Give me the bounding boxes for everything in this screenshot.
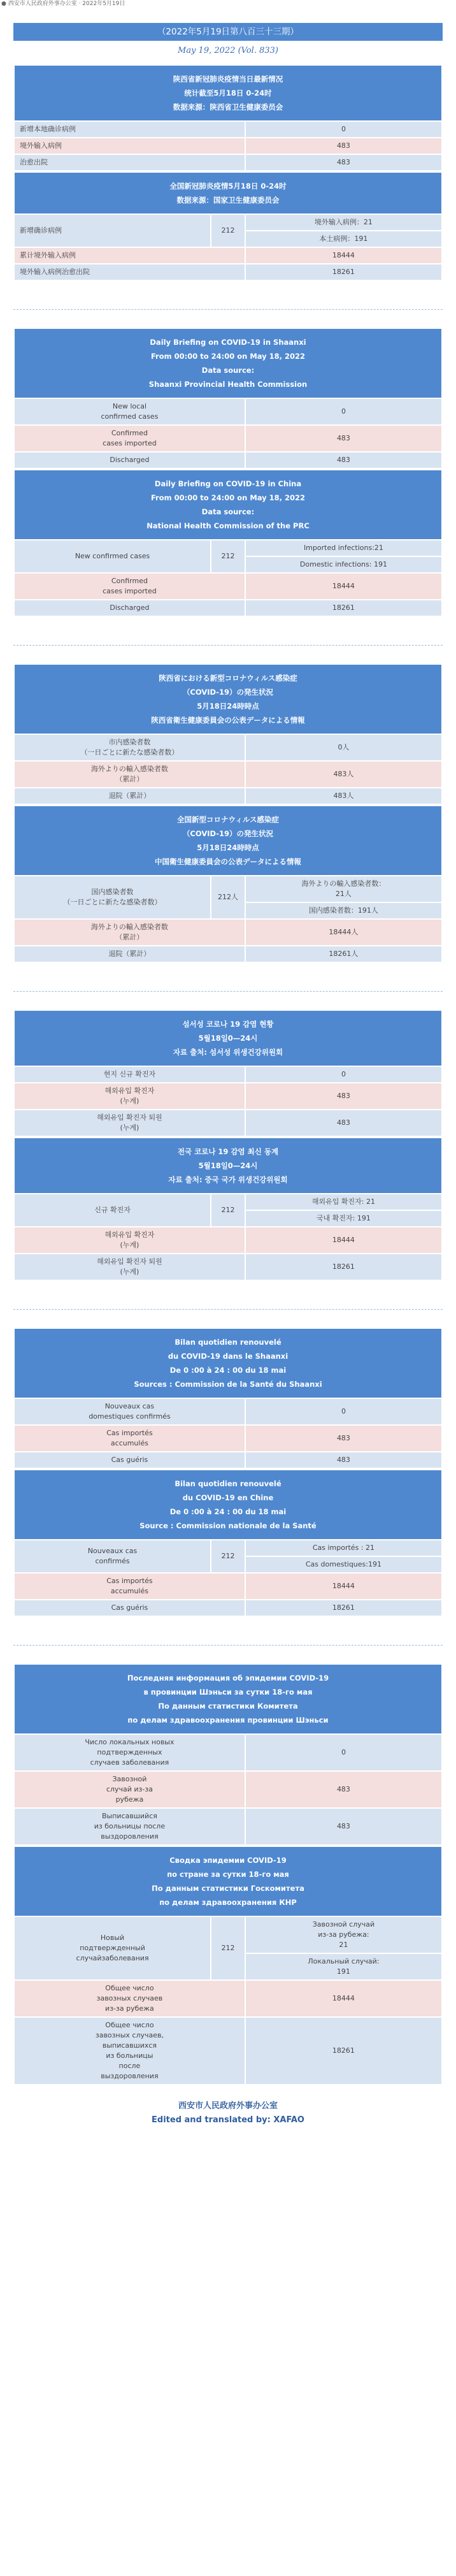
table-row xyxy=(14,1425,442,1452)
header-line: Source : Commission nationale de la Santé xyxy=(139,1521,317,1530)
row-value: 18444 xyxy=(332,251,355,259)
imported-label: 境外输入病例：21 xyxy=(314,218,373,226)
header-line: Последняя информация об эпидемии COVID-19 xyxy=(127,1674,329,1682)
china-header xyxy=(14,806,442,876)
row-label: Nouveaux cas confirmés xyxy=(87,1547,138,1565)
imported-label: Завозной случай из-за рубежа: 21 xyxy=(312,1920,375,1949)
domestic-label: Cas domestiques:191 xyxy=(305,1560,381,1568)
row-value: 18444 xyxy=(332,1582,355,1590)
table-row xyxy=(14,1573,442,1600)
row-label: 累计境外输入病例 xyxy=(20,251,76,259)
header-line: 陕西省新冠肺炎疫情当日最新情况 xyxy=(173,75,283,83)
row-label: Завозной случай из-за рубежа xyxy=(106,1775,153,1804)
row-value: 18261 xyxy=(332,1603,355,1612)
row-label: Discharged xyxy=(110,604,150,612)
domestic-label: 국내 확진자: 191 xyxy=(317,1214,371,1222)
table-row xyxy=(14,247,442,264)
row-value: 18444 xyxy=(332,582,355,590)
header-line: Daily Briefing on COVID-19 in China xyxy=(154,479,302,488)
header-line: 전국 코로나 19 감염 최신 동계 xyxy=(177,1147,279,1156)
table-row xyxy=(14,425,442,452)
section-divider xyxy=(13,617,443,646)
section-divider xyxy=(13,281,443,310)
header-line: по стране за сутки 18-го мая xyxy=(167,1870,289,1879)
china-table-fr xyxy=(13,1469,443,1617)
table-row xyxy=(14,1734,442,1771)
header-line: 全国新型コロナウィルス感染症 xyxy=(177,815,279,824)
row-label: Общее число завозных случаев из-за рубежа xyxy=(96,1984,163,2013)
header-line: Shaanxi Provincial Health Commission xyxy=(148,380,308,389)
table-row xyxy=(14,734,442,761)
table-row xyxy=(14,1194,442,1210)
header-line: 陝西省における新型コロナウィルス感染症 xyxy=(159,674,297,683)
china-header xyxy=(14,172,442,214)
shaanxi-header xyxy=(14,1328,442,1398)
row-label: 治愈出院 xyxy=(20,158,48,166)
row-label: 해외유입 확진자 (누계) xyxy=(104,1087,155,1105)
row-value: 0人 xyxy=(338,743,350,751)
row-value: 0 xyxy=(341,125,346,133)
table-row xyxy=(14,600,442,616)
domestic-label: Локальный случай: 191 xyxy=(308,1957,380,1976)
row-value: 0 xyxy=(341,1407,346,1415)
issue-title: （2022年5月19日第八百三十三期） xyxy=(13,23,443,41)
shaanxi-header xyxy=(14,65,442,121)
header-line: 陝西省衛生健康委員会の公表データによる情報 xyxy=(151,716,305,725)
footer-org: 西安市人民政府外事办公室 xyxy=(178,2101,278,2111)
header-line: Bilan quotidien renouvelé xyxy=(175,1479,281,1488)
header-line: в провинции Шэньси за сутки 18-го мая xyxy=(143,1688,313,1697)
table-row xyxy=(14,919,442,946)
row-value: 212 xyxy=(221,1206,235,1214)
shaanxi-header xyxy=(14,664,442,734)
header-line: 全国新冠肺炎疫情5月18日 0-24时 xyxy=(169,182,287,191)
row-value: 483 xyxy=(336,456,350,464)
table-row xyxy=(14,1066,442,1083)
table-row xyxy=(14,1808,442,1845)
domestic-label: 国内感染者数：191人 xyxy=(308,906,378,915)
header-line: Data source: xyxy=(201,507,255,516)
section-divider xyxy=(13,1281,443,1310)
table-row xyxy=(14,1540,442,1556)
row-label: New local confirmed cases xyxy=(101,402,159,421)
china-header xyxy=(14,470,442,540)
domestic-label: Domestic infections: 191 xyxy=(299,560,387,568)
table-row xyxy=(14,1980,442,2017)
row-label: 境外输入病例 xyxy=(20,141,62,150)
row-value: 212 xyxy=(221,552,235,560)
row-value: 212 xyxy=(221,226,235,235)
shaanxi-header xyxy=(14,1010,442,1066)
row-value: 18261 xyxy=(332,604,355,612)
section-en xyxy=(13,328,443,646)
header-line: 자료 출처: 섬서성 위생건강위원회 xyxy=(173,1048,283,1057)
table-row xyxy=(14,452,442,468)
row-label: 退院（累計） xyxy=(108,950,151,958)
row-value: 0 xyxy=(341,407,346,416)
imported-label: Cas importés : 21 xyxy=(312,1544,375,1552)
table-row xyxy=(14,876,442,902)
table-row xyxy=(14,138,442,154)
row-label: Nouveaux cas domestiques confirmés xyxy=(89,1402,171,1421)
row-value: 18261人 xyxy=(329,950,359,958)
section-ja xyxy=(13,663,443,992)
shaanxi-table-ko xyxy=(13,1009,443,1137)
header-line: 数据来源：国家卫生健康委员会 xyxy=(176,196,280,205)
row-label: 海外よりの輸入感染者数 （累計） xyxy=(90,923,168,941)
row-label: 退院（累計） xyxy=(108,792,151,800)
row-value: 483 xyxy=(336,158,350,166)
header-line: du COVID-19 en Chine xyxy=(182,1493,274,1502)
row-value: 483 xyxy=(336,434,350,442)
table-row xyxy=(14,1600,442,1616)
row-value: 483人 xyxy=(333,770,354,778)
row-label: New confirmed cases xyxy=(75,552,150,560)
header-line: Sources : Commission de la Santé du Shaanxi xyxy=(134,1380,322,1389)
row-value: 483 xyxy=(336,1785,350,1793)
row-label: 해외유입 확진자 퇴원 (누계) xyxy=(97,1113,162,1132)
table-row xyxy=(14,2017,442,2085)
header-line: Bilan quotidien renouvelé xyxy=(175,1338,281,1347)
row-value: 18261 xyxy=(332,2046,355,2055)
imported-label: 해외유입 확진자: 21 xyxy=(311,1198,375,1206)
row-value: 18444 xyxy=(332,1236,355,1244)
shaanxi-header xyxy=(14,1664,442,1734)
row-label: 境外输入病例治愈出院 xyxy=(20,268,90,276)
row-value: 18261 xyxy=(332,1263,355,1271)
footer xyxy=(13,2099,443,2127)
row-value: 483 xyxy=(336,141,350,150)
header-line: Сводка эпидемии COVID-19 xyxy=(169,1856,287,1865)
china-header xyxy=(14,1470,442,1540)
header-line: National Health Commission of the PRC xyxy=(146,521,310,530)
header-line: From 00:00 to 24:00 on May 18, 2022 xyxy=(150,493,306,502)
china-table-zh xyxy=(13,171,443,281)
row-label: 해외유입 확진자 퇴원 (누계) xyxy=(97,1257,162,1276)
row-value: 0 xyxy=(341,1070,346,1078)
domestic-label: 本土病例：191 xyxy=(319,235,368,243)
header-line: 统计截至5月18日 0-24时 xyxy=(184,89,272,98)
header-line: 数据来源：陕西省卫生健康委员会 xyxy=(173,103,283,112)
header-line: 5월18일0—24시 xyxy=(198,1034,258,1043)
row-value: 0 xyxy=(341,1748,346,1756)
table-row xyxy=(14,1916,442,1953)
issue-subtitle: May 19, 2022 (Vol. 833) xyxy=(178,46,278,55)
section-ko xyxy=(13,1009,443,1310)
header-line: 자료 출처: 중국 국가 위생건강위원회 xyxy=(168,1175,288,1184)
table-row xyxy=(14,1110,442,1136)
row-label: Confirmed cases imported xyxy=(103,577,157,595)
row-label: Discharged xyxy=(110,456,150,464)
top-status-strip: ● 西安市人民政府外事办公室 · 2022年5月19日 xyxy=(1,1,125,7)
row-label: Cas importés accumulés xyxy=(106,1577,153,1595)
row-label: Число локальных новых подтвержденных случаев заболевания xyxy=(85,1738,175,1767)
header-line: du COVID-19 dans le Shaanxi xyxy=(167,1352,289,1361)
row-value: 18444人 xyxy=(329,928,359,936)
row-label: 市内感染者数 （一日ごとに新たな感染者数） xyxy=(80,738,179,756)
row-value: 18444 xyxy=(332,1994,355,2002)
bulletin xyxy=(13,23,443,2127)
china-table-en xyxy=(13,469,443,617)
table-row xyxy=(14,154,442,171)
section-zh xyxy=(13,64,443,310)
header-line: 5月18日24時時点 xyxy=(197,702,259,711)
row-label: 国内感染者数 （一日ごとに新たな感染者数） xyxy=(63,888,162,906)
table-row xyxy=(14,1227,442,1254)
row-label: 新增本地确诊病例 xyxy=(20,125,76,133)
header-line: 中国衛生健康委員会の公表データによる情報 xyxy=(155,857,301,866)
header-line: 5월18일0—24시 xyxy=(198,1161,258,1170)
row-label: 해외유입 확진자 (누계) xyxy=(104,1231,155,1249)
footer-credit: Edited and translated by: XAFAO xyxy=(152,2115,304,2125)
table-row xyxy=(14,540,442,556)
shaanxi-header xyxy=(14,328,442,398)
header-line: 섬서성 코로나 19 감염 현황 xyxy=(182,1020,274,1029)
table-row xyxy=(14,1254,442,1280)
header-line: по делам здравоохранения КНР xyxy=(159,1898,297,1907)
header-line: Daily Briefing on COVID-19 in Shaanxi xyxy=(150,338,306,347)
table-row xyxy=(14,1083,442,1110)
row-label: Общее число завозных случаев, выписавшихся из больницы после выздоровления xyxy=(95,2021,164,2080)
china-table-ja xyxy=(13,805,443,963)
table-row xyxy=(14,264,442,280)
row-label: 海外よりの輸入感染者数 （累計） xyxy=(90,765,168,783)
header-line: Data source: xyxy=(201,366,255,375)
header-line: 5月18日24時時点 xyxy=(197,843,259,852)
table-row xyxy=(14,1452,442,1468)
row-label: 新增确诊病例 xyxy=(20,226,62,235)
imported-label: Imported infections:21 xyxy=(303,544,383,552)
row-value: 18261 xyxy=(332,268,355,276)
shaanxi-table-fr xyxy=(13,1328,443,1469)
header-line: по делам здравоохранения провинции Шэньси xyxy=(127,1716,329,1725)
section-divider xyxy=(13,1617,443,1646)
row-label: Cas guéris xyxy=(111,1603,148,1612)
row-label: Новый подтвержденный случайзаболевания xyxy=(76,1934,149,1962)
shaanxi-table-ja xyxy=(13,663,443,805)
row-label: Cas guéris xyxy=(111,1456,148,1464)
row-value: 212 xyxy=(221,1944,235,1952)
row-value: 212 xyxy=(221,1552,235,1560)
header-line: （COVID-19）の発生状況 xyxy=(182,688,274,697)
table-row xyxy=(14,946,442,962)
header-line: From 00:00 to 24:00 on May 18, 2022 xyxy=(150,352,306,361)
china-header xyxy=(14,1846,442,1916)
row-label: Confirmed cases imported xyxy=(103,429,157,447)
shaanxi-table-en xyxy=(13,328,443,469)
header-line: De 0 :00 à 24 : 00 du 18 mai xyxy=(169,1507,287,1516)
row-value: 483 xyxy=(336,1822,350,1830)
row-value: 483 xyxy=(336,1118,350,1127)
row-value: 483 xyxy=(336,1456,350,1464)
row-value: 483 xyxy=(336,1434,350,1442)
table-row xyxy=(14,1398,442,1425)
china-table-ko xyxy=(13,1137,443,1281)
section-divider xyxy=(13,963,443,992)
table-row xyxy=(14,573,442,600)
row-label: 신규 확진자 xyxy=(94,1206,131,1214)
row-label: Cas importés accumulés xyxy=(106,1429,153,1447)
header-line: По данным статистики Госкомитета xyxy=(152,1884,304,1893)
section-fr xyxy=(13,1328,443,1646)
table-row xyxy=(14,761,442,788)
shaanxi-table-ru xyxy=(13,1663,443,1846)
china-header xyxy=(14,1138,442,1194)
china-table-ru xyxy=(13,1846,443,2085)
table-row xyxy=(14,788,442,804)
table-row xyxy=(14,1771,442,1808)
table-row xyxy=(14,121,442,138)
shaanxi-table-zh xyxy=(13,64,443,171)
imported-label: 海外よりの輸入感染者数： 21人 xyxy=(301,879,386,898)
row-label: Выписавшийся из больницы после выздоровления xyxy=(94,1812,166,1841)
row-value: 483人 xyxy=(333,792,354,800)
row-value: 483 xyxy=(336,1092,350,1100)
header-line: По данным статистики Комитета xyxy=(158,1702,298,1711)
header-line: （COVID-19）の発生状況 xyxy=(182,829,274,838)
header-line: De 0 :00 à 24 : 00 du 18 mai xyxy=(169,1366,287,1375)
row-value: 212人 xyxy=(217,893,238,901)
row-label: 현지 신규 확진자 xyxy=(103,1070,156,1078)
section-ru xyxy=(13,1663,443,2085)
table-row xyxy=(14,214,442,231)
table-row xyxy=(14,398,442,425)
